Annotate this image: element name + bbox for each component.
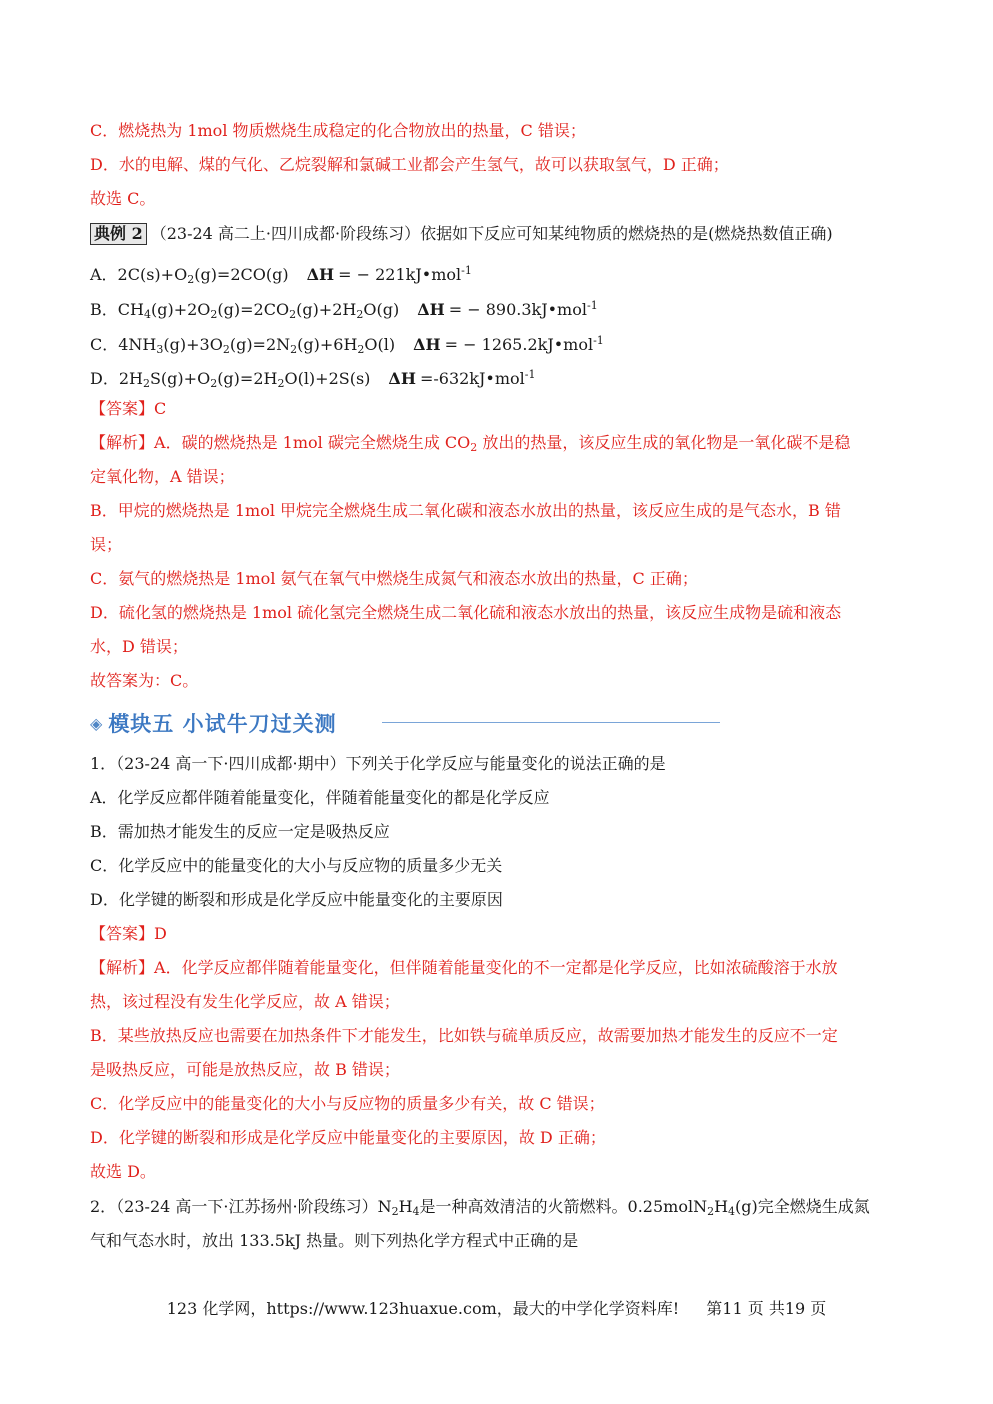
footer-site-text: 123 化学网，https://www.123huaxue.com，最大的中学化学资料库! xyxy=(166,1299,680,1318)
q2-stem-cont: 气和气态水时，放出 133.5kJ 热量。则下列热化学方程式中正确的是 xyxy=(90,1231,579,1250)
example2-explanation-c: C．氨气的燃烧热是 1mol 氨气在氧气中燃烧生成氮气和液态水放出的热量，C 正确； xyxy=(90,569,698,588)
q1-option-a: A．化学反应都伴随着能量变化，伴随着能量变化的都是化学反应 xyxy=(90,788,550,807)
page-footer xyxy=(0,1298,993,1320)
example-tag: 典例 2 xyxy=(90,223,147,245)
example2-option-d: D．$2H_2S(g)+O_2(g)=2H_2O(l)+2S(s)$ ΔH =-632kJ•mol$^{-1}$ xyxy=(90,368,536,390)
q1-option-c: C．化学反应中的能量变化的大小与反应物的质量多少无关 xyxy=(90,856,503,875)
module-divider xyxy=(382,722,720,723)
prev-conclusion: 故选 C。 xyxy=(90,189,156,208)
module-title: 模块五 小试牛刀过关测 xyxy=(108,712,337,736)
page-number: 第11 页 共19 页 xyxy=(706,1299,827,1318)
example2-explanation-a: 【解析】A．碳的燃烧热是 1mol 碳完全燃烧生成 $CO_2$ 放出的热量，该反应生成的氧化物是一氧化碳不是稳 xyxy=(90,433,851,454)
diamond-chevron-icon: ◈ xyxy=(90,713,103,733)
module-header xyxy=(90,710,337,736)
q1-explanation-c: C．化学反应中的能量变化的大小与反应物的质量多少有关，故 C 错误； xyxy=(90,1094,605,1113)
example2-option-c: C．$4NH_3(g)+3O_2(g)=2N_2(g)+6H_2O(l) \Delta H$ = − 1265.2kJ•mol$^{-1}$ xyxy=(90,334,604,356)
example2-explanation-d-cont: 水，D 错误； xyxy=(90,637,188,656)
q1-explanation-b: B．某些放热反应也需要在加热条件下才能发生，比如铁与硫单质反应，故需要加热才能发生的反应不一定 xyxy=(90,1026,838,1045)
example2-option-b: B．$CH_4(g)+2O_2(g)=2CO_2(g)+2H_2O(g) \Delta H$ = − 890.3kJ•mol$^{-1}$ xyxy=(90,299,598,321)
example2-stem: 典例 2 （23-24 高二上·四川成都·阶段练习）依据如下反应可知某纯物质的燃烧热的是(燃烧热数值正确) xyxy=(90,223,833,245)
prev-explanation-d: D．水的电解、煤的气化、乙烷裂解和氯碱工业都会产生氢气，故可以获取氢气，D 正确； xyxy=(90,155,729,174)
example2-conclusion: 故答案为：C。 xyxy=(90,671,199,690)
q1-explanation-d: D．化学键的断裂和形成是化学反应中能量变化的主要原因，故 D 正确； xyxy=(90,1128,606,1147)
example2-answer: 【答案】C xyxy=(90,399,167,418)
example2-explanation-b: B．甲烷的燃烧热是 1mol 甲烷完全燃烧生成二氧化碳和液态水放出的热量，该反应生成的是气态水，B 错 xyxy=(90,501,841,520)
q1-explanation-b-cont: 是吸热反应，可能是放热反应，故 B 错误； xyxy=(90,1060,400,1079)
example2-option-a: A．$2C(s)+O_2(g)=2CO(g) \Delta H$ = − 221kJ•mol$^{-1}$ xyxy=(90,264,472,286)
q1-option-b: B．需加热才能发生的反应一定是吸热反应 xyxy=(90,822,390,841)
q1-explanation-a: 【解析】A．化学反应都伴随着能量变化，但伴随着能量变化的不一定都是化学反应，比如浓硫酸溶于水放 xyxy=(90,958,838,977)
example2-explanation-b-cont: 误； xyxy=(90,535,123,554)
example2-explanation-a-cont: 定氧化物，A 错误； xyxy=(90,467,235,486)
q1-option-d: D．化学键的断裂和形成是化学反应中能量变化的主要原因 xyxy=(90,890,503,909)
q2-stem: 2．（23-24 高一下·江苏扬州·阶段练习）$N_2H_4$是一种高效清洁的火箭燃料。$0.25molN_2H_4(g)$完全燃烧生成氮 xyxy=(90,1197,870,1218)
q1-explanation-a-cont: 热，该过程没有发生化学反应，故 A 错误； xyxy=(90,992,400,1011)
q1-answer: 【答案】D xyxy=(90,924,167,943)
q1-conclusion: 故选 D。 xyxy=(90,1162,156,1181)
example2-explanation-d: D．硫化氢的燃烧热是 1mol 硫化氢完全燃烧生成二氧化硫和液态水放出的热量，该反应生成物是硫和液态 xyxy=(90,603,842,622)
prev-explanation-c: C．燃烧热为 1mol 物质燃烧生成稳定的化合物放出的热量，C 错误； xyxy=(90,121,586,140)
q1-stem: 1．（23-24 高一下·四川成都·期中）下列关于化学反应与能量变化的说法正确的是 xyxy=(90,754,666,773)
